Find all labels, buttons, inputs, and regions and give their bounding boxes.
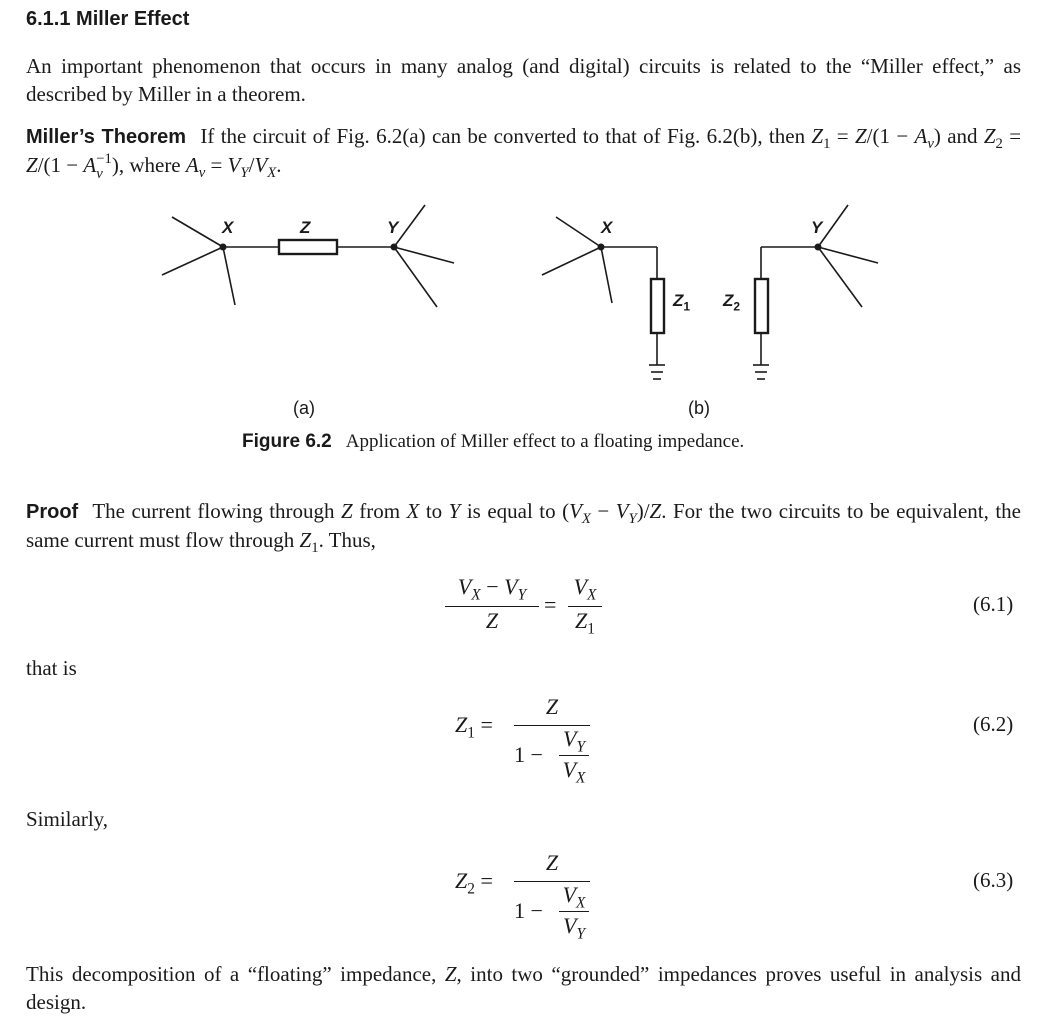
similarly-text: Similarly, — [26, 807, 109, 831]
figure-caption — [242, 431, 744, 453]
section-heading — [26, 8, 189, 31]
that-is-text: that is — [26, 656, 77, 680]
panel-b-label-x: X — [601, 218, 613, 237]
panel-b-node-y-dot — [815, 244, 822, 251]
panel-a-node-y-dot — [391, 244, 398, 251]
section-title: Miller Effect — [76, 8, 190, 30]
panel-b-label-z1: $Z_1$ — [673, 291, 691, 314]
panel-a-caption: (a) — [293, 398, 315, 418]
proof-label: Proof — [26, 501, 79, 523]
theorem-text-3: , where — [118, 153, 181, 177]
theorem-text-2: and — [947, 124, 978, 148]
theorem-text-1: If the circuit of Fig. 6.2(a) can be converted to that of Fig. 6.2(b), then — [200, 124, 806, 148]
panel-a-label-y: Y — [387, 218, 399, 237]
proof-paragraph: Proof The current flowing through Z from X to Y is equal to $(V_X - V_Y)/Z$. For the two circuits to be equivalent, the same current must flow through $Z_1$. Thus, — [26, 499, 1022, 557]
panel-b-caption: (b) — [688, 398, 710, 418]
panel-b-node-x-dot — [598, 244, 605, 251]
equation-6-3: $Z_2$ = Z 1 − $V_X$ $V_Y$ (6.3) — [455, 850, 1014, 943]
intro-paragraph: An important phenomenon that occurs in many analog (and digital) circuits is related to the “Miller effect,” as described by Miller in a theorem. — [26, 54, 1021, 106]
panel-a-label-z: Z — [300, 218, 311, 237]
figure-caption-label: Figure 6.2 — [242, 431, 332, 452]
theorem-paragraph: Miller’s Theorem If the circuit of Fig. 6.2(a) can be converted to that of Fig. 6.2(b), then $Z_1 = Z/(1 - A_v)$ and $Z_2 = Z/(1 - A$ −1 v ), where $A_v = V_Y/V_X$. — [26, 124, 1022, 183]
conclusion-paragraph: This decomposition of a “floating” impedance, Z, into two “grounded” impedances proves useful in analysis and design. — [26, 962, 1021, 1014]
panel-b-circuit — [542, 205, 878, 379]
figure-caption-text: Application of Miller effect to a floating impedance. — [345, 431, 745, 452]
equation-6-1-number: (6.1) — [973, 592, 1014, 616]
panel-a-node-x-dot — [220, 244, 227, 251]
section-number: 6.1.1 — [26, 8, 71, 30]
panel-a-label-x: X — [222, 218, 234, 237]
equation-6-3-number: (6.3) — [973, 868, 1014, 892]
equation-6-1: $V_X - V_Y$ Z = $V_X$ $Z_1$ (6.1) — [0, 570, 1037, 640]
panel-b-label-z2: $Z_2$ — [723, 291, 741, 314]
equation-6-2-number: (6.2) — [973, 712, 1014, 736]
figure-6-2-circuit — [0, 195, 1037, 430]
panel-b-label-y: Y — [811, 218, 823, 237]
theorem-label: Miller’s Theorem — [26, 126, 187, 148]
equation-6-2: $Z_1$ = Z 1 − $V_Y$ $V_X$ (6.2) — [455, 694, 1014, 787]
